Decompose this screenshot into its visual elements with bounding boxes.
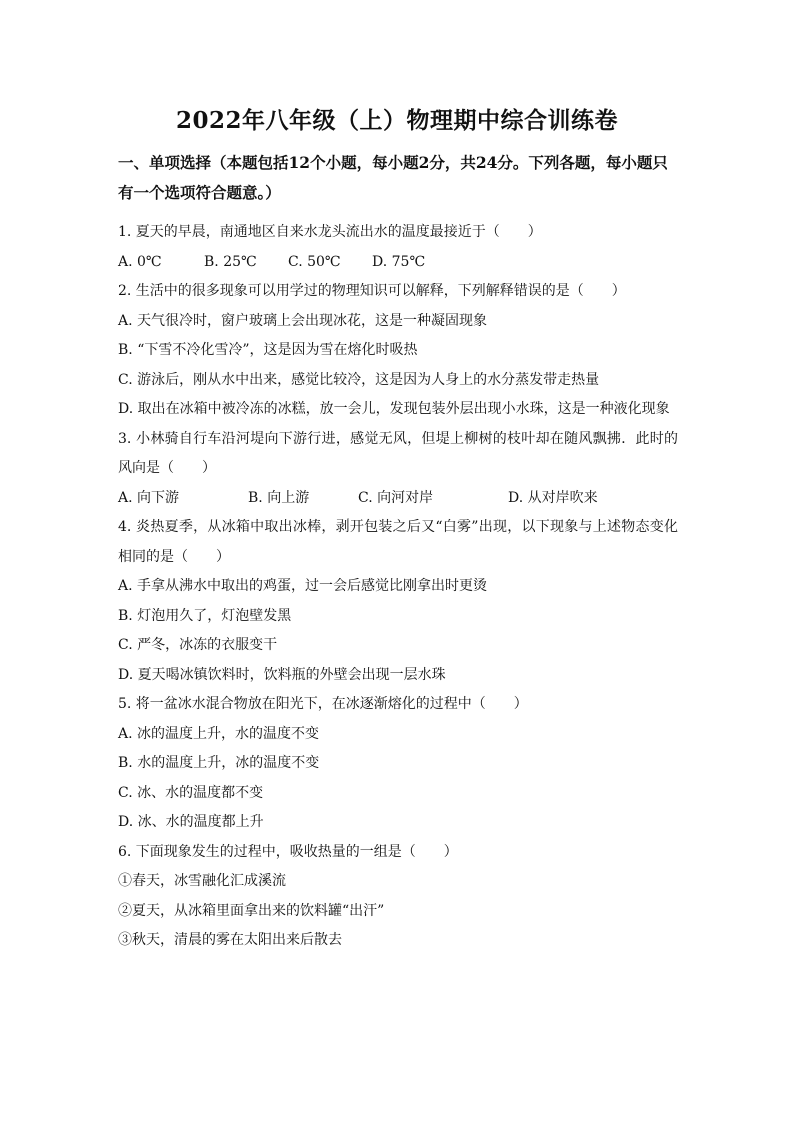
- q1-option-b: B. 25℃: [204, 253, 257, 270]
- q5-stem: 5. 将一盆冰水混合物放在阳光下，在冰逐渐熔化的过程中（ ）: [118, 696, 528, 712]
- q5-option-d: D. 冰、水的温度都上升: [118, 814, 264, 830]
- exam-title: 2022年八年级（上）物理期中综合训练卷: [175, 107, 618, 134]
- q3-option-b: B. 向上游: [248, 489, 310, 506]
- q6-stem: 6. 下面现象发生的过程中，吸收热量的一组是（ ）: [118, 843, 458, 860]
- q2-option-d: D. 取出在冰箱中被冷冻的冰糕，放一会儿，发现包装外层出现小水珠，这是一种液化现象: [118, 401, 670, 417]
- q4-option-b: B. 灯泡用久了，灯泡壁发黑: [118, 607, 292, 624]
- section-heading: 一、单项选择（本题包括12个小题，每小题2分，共24分。下列各题，每小题只有一个选项符合题意。）: [118, 153, 668, 202]
- q4-option-a: A. 手拿从沸水中取出的鸡蛋，过一会后感觉比刚拿出时更烫: [118, 578, 488, 594]
- q3-option-c: C. 向河对岸: [358, 489, 434, 506]
- q3-option-a: A. 向下游: [118, 489, 180, 506]
- q1-option-a: A. 0℃: [118, 253, 162, 270]
- q6-item-1: ①春天，冰雪融化汇成溪流: [118, 873, 286, 889]
- q6-item-3: ③秋天，清晨的雾在太阳出来后散去: [118, 932, 342, 948]
- q2-option-c: C. 游泳后，刚从水中出来，感觉比较冷，这是因为人身上的水分蒸发带走热量: [118, 371, 600, 388]
- q2-option-a: A. 天气很冷时，窗户玻璃上会出现冰花，这是一种凝固现象: [118, 312, 488, 329]
- q4-option-c: C. 严冬，冰冻的衣服变干: [118, 637, 278, 653]
- q1-stem: 1. 夏天的早晨，南通地区自来水龙头流出水的温度最接近于（ ）: [118, 224, 542, 240]
- q3-options: [118, 484, 678, 514]
- q1-options: [118, 248, 678, 278]
- q6-item-2: ②夏天，从冰箱里面拿出来的饮料罐“出汗”: [118, 902, 385, 919]
- q3-option-d: D. 从对岸吹来: [508, 489, 598, 506]
- q5-option-a: A. 冰的温度上升，水的温度不变: [118, 725, 320, 742]
- q1-option-d: D. 75℃: [372, 253, 426, 270]
- q2-option-b: B. “下雪不冷化雪冷”，这是因为雪在熔化时吸热: [118, 342, 418, 358]
- q4-stem: 4. 炎热夏季，从冰箱中取出冰棒，剥开包装之后又“白雾”出现，以下现象与上述物态变化相同的是（ ）: [118, 519, 678, 565]
- questions: [118, 218, 678, 956]
- q1-option-c: C. 50℃: [288, 253, 341, 270]
- q4-option-d: D. 夏天喝冰镇饮料时，饮料瓶的外壁会出现一层水珠: [118, 666, 446, 683]
- q5-option-b: B. 水的温度上升，冰的温度不变: [118, 755, 320, 771]
- q2-stem: 2. 生活中的很多现象可以用学过的物理知识可以解释，下列解释错误的是（ ）: [118, 283, 626, 299]
- q5-option-c: C. 冰、水的温度都不变: [118, 784, 264, 801]
- q3-stem: 3. 小林骑自行车沿河堤向下游行进，感觉无风，但堤上柳树的枝叶却在随风飘拂．此时的风向是（ ）: [118, 430, 678, 476]
